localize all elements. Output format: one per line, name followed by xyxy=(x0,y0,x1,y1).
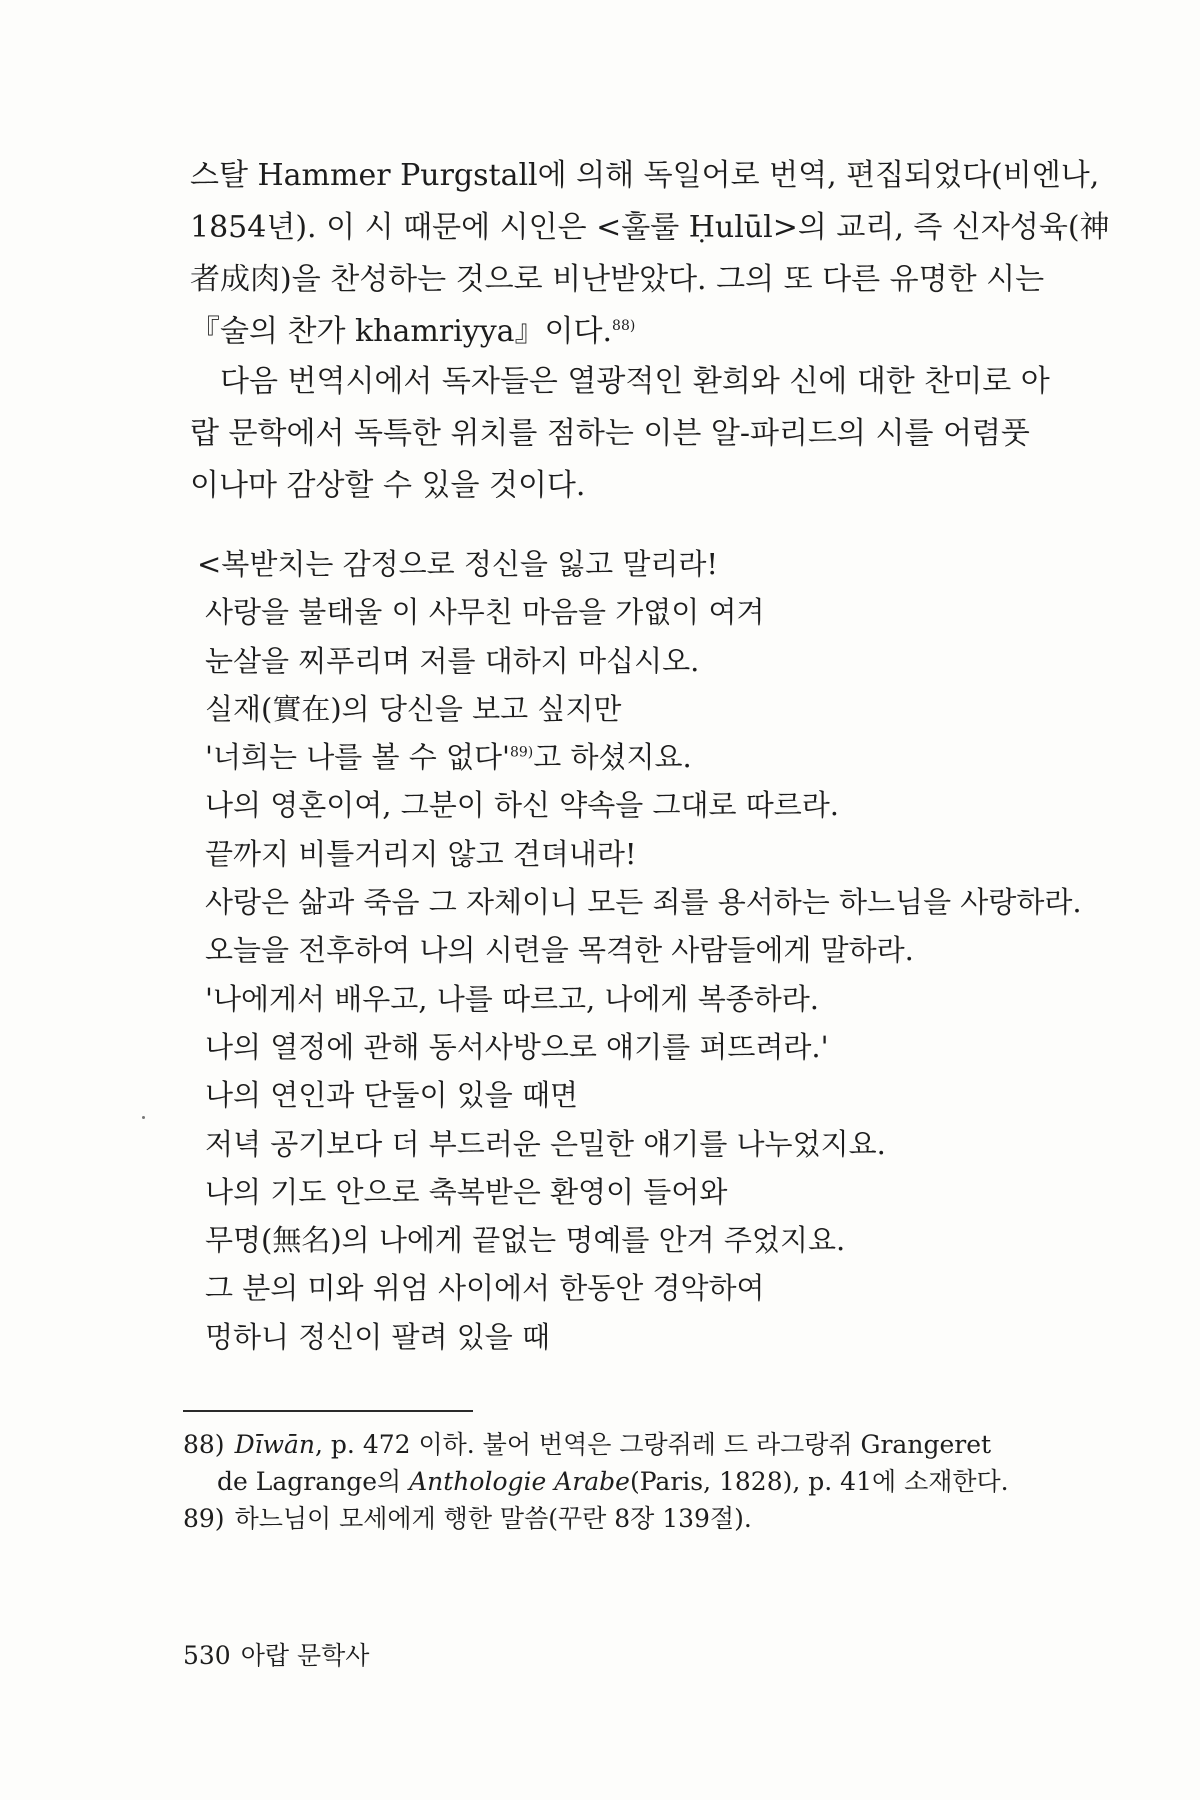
text-line: 스탈 Hammer Purgstall에 의해 독일어로 번역, 편집되었다(비엔나, xyxy=(190,158,1100,193)
poem-line: 나의 영혼이여, 그분이 하신 약속을 그대로 따르라. xyxy=(205,788,840,823)
body-paragraph-1 xyxy=(190,150,1110,358)
poem-line: 사랑은 삶과 죽음 그 자체이니 모든 죄를 용서하는 하느님을 사랑하라. xyxy=(205,885,1082,920)
footnote-line xyxy=(183,1500,1053,1537)
body-paragraph-2 xyxy=(190,356,1050,512)
footnote-number: 89) xyxy=(183,1504,225,1533)
running-title: 아랍 문학사 xyxy=(240,1641,370,1670)
poem-line-tail: 고 하셨지요. xyxy=(533,740,692,775)
footnote-88 xyxy=(183,1426,1053,1500)
footnote-ref-89[interactable]: 89) xyxy=(509,744,534,761)
page-number: 530 xyxy=(183,1641,231,1670)
poem-line: 눈살을 찌푸리며 저를 대하지 마십시오. xyxy=(205,643,700,678)
poem-line: <복받치는 감정으로 정신을 잃고 말리라! xyxy=(197,547,719,581)
poem-block xyxy=(197,540,1082,1361)
footnote-ref-88[interactable]: 88) xyxy=(612,318,636,334)
poem-line: 나의 연인과 단둘이 있을 때면 xyxy=(205,1078,579,1113)
text-line-content: 다음 번역시에서 독자들은 열광적인 환희와 신에 대한 찬미로 아 xyxy=(220,364,1050,399)
footnote-book-title: Anthologie Arabe xyxy=(409,1467,630,1496)
poem-line: 오늘을 전후하여 나의 시련을 목격한 사람들에게 말하라. xyxy=(205,933,914,968)
footnote-text: , p. 472 이하. 불어 번역은 그랑쥐레 드 라그랑쥐 Grangeret xyxy=(315,1430,992,1459)
footnotes xyxy=(183,1426,1053,1537)
footnote-source-title: Dīwān xyxy=(234,1430,316,1459)
footnote-89 xyxy=(183,1500,1053,1537)
text-line-content: 『술의 찬가 khamriyya』이다. xyxy=(190,314,613,349)
footnote-line xyxy=(183,1426,1053,1463)
poem-line: 저녁 공기보다 더 부드러운 은밀한 얘기를 나누었지요. xyxy=(205,1126,886,1161)
footnote-text: 하느님이 모세에게 행한 말씀(꾸란 8장 139절). xyxy=(234,1504,752,1533)
poem-line: 무명(無名)의 나에게 끝없는 명예를 안겨 주었지요. xyxy=(205,1223,846,1258)
scan-speck xyxy=(142,1116,145,1119)
footnote-text: de Lagrange의 xyxy=(217,1467,410,1496)
poem-line: 사랑을 불태울 이 사무친 마음을 가엾이 여겨 xyxy=(205,595,765,630)
text-line: 이나마 감상할 수 있을 것이다. xyxy=(190,468,586,503)
poem-line: 멍하니 정신이 팔려 있을 때 xyxy=(205,1319,551,1354)
poem-line: 나의 열정에 관해 동서사방으로 얘기를 퍼뜨려라.' xyxy=(205,1029,829,1064)
text-line: 1854년). 이 시 때문에 시인은 <훌룰 Ḥulūl>의 교리, 즉 신자성육(神 xyxy=(190,210,1110,245)
footnote-number: 88) xyxy=(183,1430,225,1459)
poem-line: 나의 기도 안으로 축복받은 환영이 들어와 xyxy=(205,1174,728,1209)
poem-line: '나에게서 배우고, 나를 따르고, 나에게 복종하라. xyxy=(205,981,819,1016)
poem-line: 그 분의 미와 위엄 사이에서 한동안 경악하여 xyxy=(205,1271,765,1306)
page-footer xyxy=(183,1640,369,1672)
text-line xyxy=(190,306,1050,358)
poem-quote: '너희는 나를 볼 수 없다' xyxy=(205,740,510,775)
footnote-line xyxy=(183,1463,1053,1500)
text-line: 者成肉)을 찬성하는 것으로 비난받았다. 그의 또 다른 유명한 시는 xyxy=(190,262,1045,297)
footnote-divider xyxy=(183,1410,473,1412)
poem-line xyxy=(205,733,1055,781)
poem-line: 실재(實在)의 당신을 보고 싶지만 xyxy=(205,691,622,726)
poem-line: 끝까지 비틀거리지 않고 견뎌내라! xyxy=(205,836,637,871)
text-line xyxy=(190,356,1050,408)
text-line: 랍 문학에서 독특한 위치를 점하는 이븐 알-파리드의 시를 어렴풋 xyxy=(190,416,1030,451)
footnote-text: (Paris, 1828), p. 41에 소재한다. xyxy=(629,1467,1009,1496)
